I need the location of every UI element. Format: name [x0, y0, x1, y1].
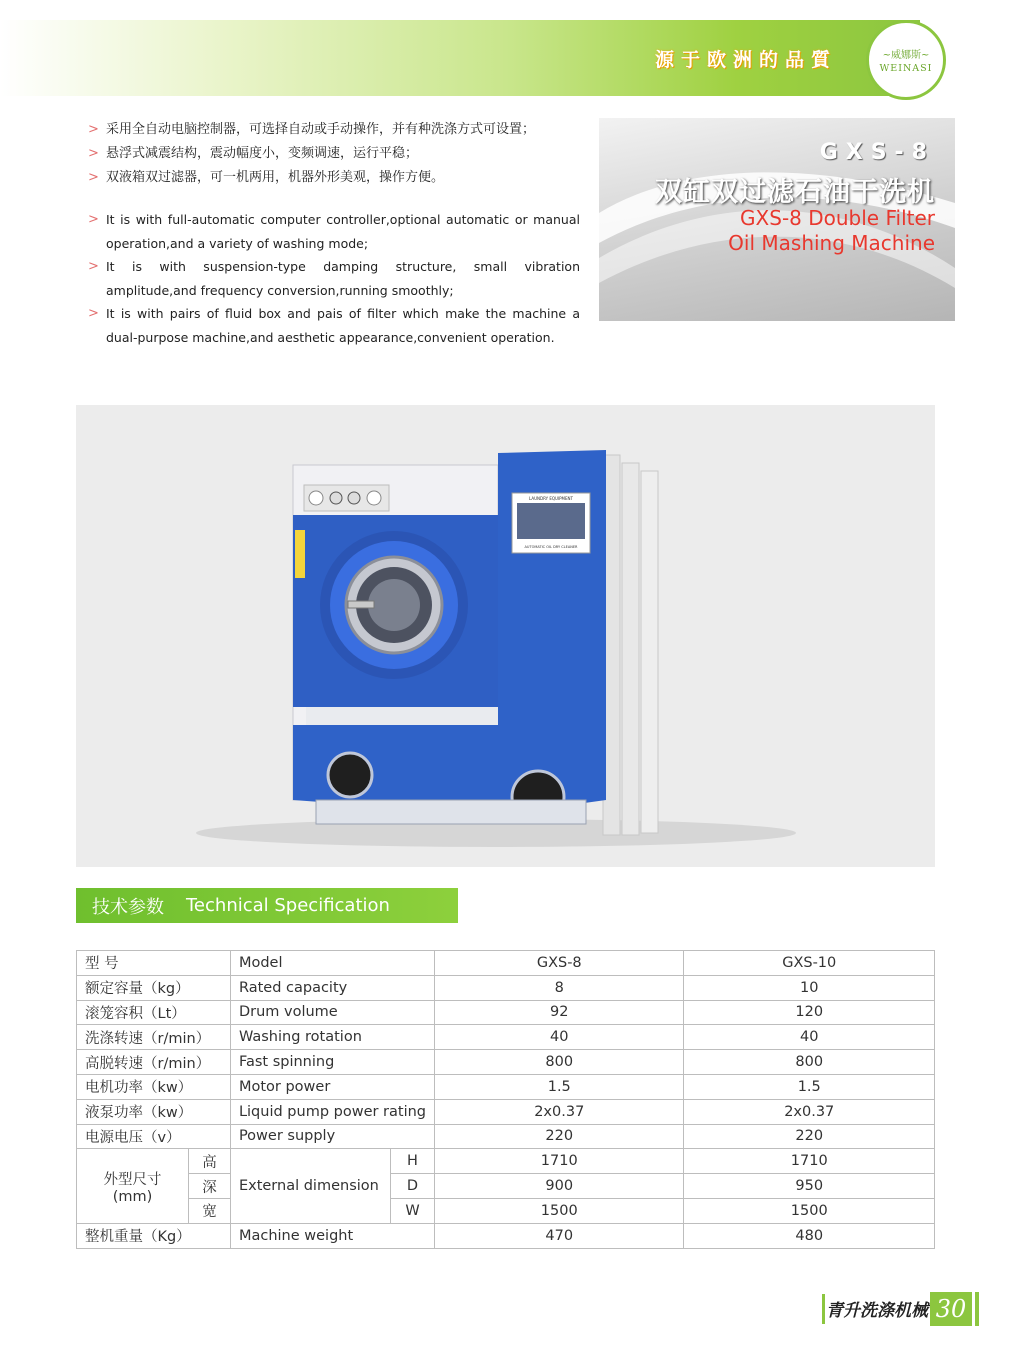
bullet-icon: >: [88, 122, 99, 137]
page-number-accent: [975, 1292, 979, 1326]
product-title-cn: 双缸双过滤石油干洗机: [655, 177, 935, 208]
row-label-cn: 洗涤转速（r/min）: [77, 1025, 231, 1050]
table-row: [77, 1050, 935, 1075]
cell-value: 8: [435, 975, 684, 1000]
machine-illustration: [76, 405, 935, 867]
feature-en-item: [88, 208, 580, 255]
footer-divider: [822, 1294, 825, 1324]
dimension-label-en: External dimension: [230, 1149, 390, 1223]
cell-value: 2x0.37: [684, 1099, 935, 1124]
feature-cn-item: [88, 166, 580, 190]
cell-value: 10: [684, 975, 935, 1000]
dimension-code: H: [391, 1149, 435, 1174]
row-label-en: Machine weight: [230, 1223, 434, 1248]
cell-value: 40: [684, 1025, 935, 1050]
table-row: [77, 1025, 935, 1050]
table-row: [77, 1099, 935, 1124]
row-label-cn: 额定容量（kg）: [77, 975, 231, 1000]
row-label-en: Washing rotation: [230, 1025, 434, 1050]
dimension-code: D: [391, 1174, 435, 1199]
spec-heading: [76, 888, 458, 923]
model-number: GXS-8: [819, 140, 935, 165]
table-row: [77, 1149, 935, 1174]
cell-value: 1710: [435, 1149, 684, 1174]
row-label-en: Drum volume: [230, 1000, 434, 1025]
cell-value: 2x0.37: [435, 1099, 684, 1124]
cell-value: 1.5: [684, 1074, 935, 1099]
row-label-en: Motor power: [230, 1074, 434, 1099]
col-header-gxs10: GXS-10: [684, 951, 935, 976]
spec-heading-cn: 技术参数: [92, 896, 164, 918]
brand-logo: [866, 20, 946, 100]
cell-value: 1710: [684, 1149, 935, 1174]
row-label-cn: 整机重量（Kg）: [77, 1223, 231, 1248]
feature-en-text: It is with suspension-type damping structure, small vibration amplitude,and frequency conversion,running smoothly;: [106, 259, 580, 298]
dimension-label-cell: [77, 1149, 189, 1223]
feature-cn-text: 采用全自动电脑控制器，可选择自动或手动操作，并有种洗涤方式可设置；: [106, 122, 536, 137]
cell-value: 800: [435, 1050, 684, 1075]
feature-list: [88, 118, 580, 349]
cell-value: 92: [435, 1000, 684, 1025]
table-row: [77, 1074, 935, 1099]
row-label-cn: 型 号: [77, 951, 231, 976]
row-label-en: Model: [230, 951, 434, 976]
table-row: [77, 1198, 935, 1223]
cell-value: 1500: [684, 1198, 935, 1223]
row-label-en: Power supply: [230, 1124, 434, 1149]
product-title-en-line2: Oil Mashing Machine: [728, 231, 935, 255]
footer-brand: 青升洗涤机械: [826, 1301, 928, 1321]
table-row: [77, 1124, 935, 1149]
dimension-code: W: [391, 1198, 435, 1223]
table-row: [77, 975, 935, 1000]
feature-en-list: [88, 208, 580, 349]
feature-en-text: It is with pairs of fluid box and pais of filter which make the machine a dual-purpose machine,and aesthetic appearance,convenient operation.: [106, 306, 580, 345]
panel-bottom-label: AUTOMATIC OIL DRY CLEANER: [524, 545, 578, 549]
row-label-cn: 液泵功率（kw）: [77, 1099, 231, 1124]
dimension-sub-cn: 高: [188, 1149, 230, 1174]
cell-value: 40: [435, 1025, 684, 1050]
row-label-cn: 高脱转速（r/min）: [77, 1050, 231, 1075]
dimension-unit: (mm): [112, 1188, 153, 1205]
product-title-en-line1: GXS-8 Double Filter: [740, 206, 935, 230]
bullet-icon: >: [88, 146, 99, 161]
spec-heading-en: Technical Specification: [186, 895, 390, 916]
feature-cn-item: [88, 142, 580, 166]
table-row: [77, 1223, 935, 1248]
cell-value: 480: [684, 1223, 935, 1248]
row-label-en: Liquid pump power rating: [230, 1099, 434, 1124]
dimension-sub-cn: 深: [188, 1174, 230, 1199]
dimension-label-cn: 外型尺寸: [103, 1171, 162, 1188]
product-photo: [76, 405, 935, 867]
logo-en-text: WEINASI: [879, 63, 933, 74]
product-title-panel: [599, 118, 955, 321]
cell-value: 470: [435, 1223, 684, 1248]
feature-cn-text: 悬浮式减震结构，震动幅度小，变频调速，运行平稳；: [106, 146, 419, 161]
cell-value: 220: [435, 1124, 684, 1149]
row-label-cn: 滚笼容积（Lt）: [77, 1000, 231, 1025]
table-row: [77, 951, 935, 976]
cell-value: 950: [684, 1174, 935, 1199]
table-row: [77, 1174, 935, 1199]
feature-en-item: [88, 302, 580, 349]
cell-value: 800: [684, 1050, 935, 1075]
cell-value: 900: [435, 1174, 684, 1199]
row-label-cn: 电机功率（kw）: [77, 1074, 231, 1099]
row-label-en: Fast spinning: [230, 1050, 434, 1075]
feature-cn-text: 双液箱双过滤器，可一机两用，机器外形美观，操作方便。: [106, 170, 445, 185]
bullet-icon: >: [88, 212, 99, 227]
row-label-en: Rated capacity: [230, 975, 434, 1000]
table-row: [77, 1000, 935, 1025]
bullet-icon: >: [88, 306, 99, 321]
col-header-gxs8: GXS-8: [435, 951, 684, 976]
feature-en-text: It is with full-automatic computer controller,optional automatic or manual operation,and a variety of washing mode;: [106, 212, 580, 251]
cell-value: 1.5: [435, 1074, 684, 1099]
cell-value: 1500: [435, 1198, 684, 1223]
cell-value: 220: [684, 1124, 935, 1149]
feature-en-item: [88, 255, 580, 302]
feature-cn-item: [88, 118, 580, 142]
slogan: 源于欧洲的品質: [655, 49, 838, 71]
panel-top-label: LAUNDRY EQUIPMENT: [529, 496, 573, 501]
row-label-cn: 电源电压（v）: [77, 1124, 231, 1149]
cell-value: 120: [684, 1000, 935, 1025]
page-number: 30: [930, 1292, 972, 1326]
logo-cn-text: ~威娜斯~: [882, 50, 930, 61]
bullet-icon: >: [88, 259, 99, 274]
dimension-sub-cn: 宽: [188, 1198, 230, 1223]
spec-table: [76, 950, 935, 1249]
bullet-icon: >: [88, 170, 99, 185]
